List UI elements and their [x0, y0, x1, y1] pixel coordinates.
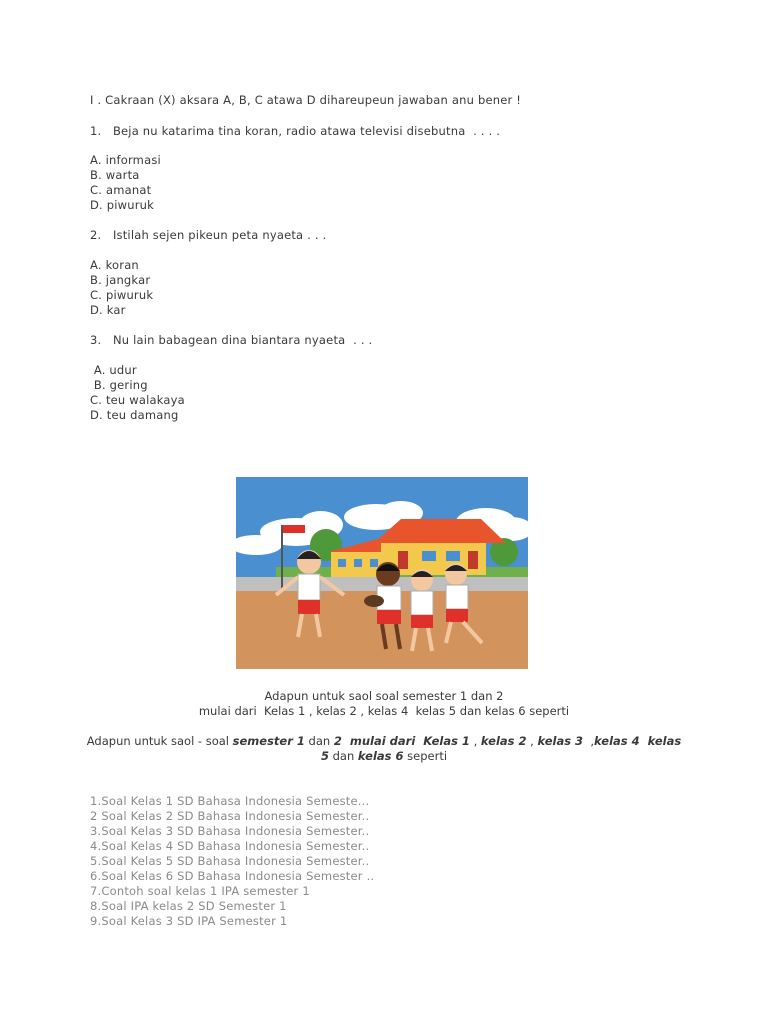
- caption2-line-2: [0, 749, 768, 764]
- caption2-bold: kelas 2: [480, 734, 527, 748]
- caption2-part: dan: [328, 749, 358, 763]
- instruction-text: I . Cakraan (X) aksara A, B, C atawa D dihareupeun jawaban anu bener !: [90, 93, 522, 107]
- caption-line-2: mulai dari Kelas 1 , kelas 2 , kelas 4 kelas 5 dan kelas 6 seperti: [198, 704, 570, 718]
- caption2-part: ,: [583, 734, 595, 748]
- caption2-bold: kelas 4 kelas: [594, 734, 682, 748]
- caption2-bold: kelas 6: [357, 749, 404, 763]
- q1-option-a: A. informasi: [90, 153, 161, 167]
- q3-option-a: A. udur: [90, 363, 137, 377]
- schoolyard-illustration: [236, 477, 528, 669]
- q1-option-d: D. piwuruk: [90, 198, 155, 212]
- q3-option-b: B. gering: [90, 378, 148, 392]
- q1-option-b: B. warta: [90, 168, 140, 182]
- caption2-part: seperti: [403, 749, 448, 763]
- q2-option-c: C. piwuruk: [90, 288, 154, 302]
- caption2-part: ,: [469, 734, 481, 748]
- link-item-3[interactable]: 3.Soal Kelas 3 SD Bahasa Indonesia Semester..: [90, 824, 370, 838]
- q3-option-c: C. teu walakaya: [90, 393, 185, 407]
- link-item-6[interactable]: 6.Soal Kelas 6 SD Bahasa Indonesia Semester ..: [90, 869, 375, 883]
- link-item-4[interactable]: 4.Soal Kelas 4 SD Bahasa Indonesia Semester..: [90, 839, 370, 853]
- question-2: 2. Istilah sejen pikeun peta nyaeta . . .: [90, 228, 327, 242]
- question-3: 3. Nu lain babagean dina biantara nyaeta . . .: [90, 333, 373, 347]
- caption2-part: Adapun untuk saol - soal: [86, 734, 233, 748]
- caption2-part: dan: [304, 734, 334, 748]
- link-item-5[interactable]: 5.Soal Kelas 5 SD Bahasa Indonesia Semester..: [90, 854, 370, 868]
- caption2-bold: 5: [320, 749, 329, 763]
- link-item-1[interactable]: 1.Soal Kelas 1 SD Bahasa Indonesia Semeste...: [90, 794, 370, 808]
- caption-line-1: Adapun untuk saol soal semester 1 dan 2: [264, 689, 504, 703]
- caption2-part: ,: [526, 734, 538, 748]
- q2-option-a: A. koran: [90, 258, 139, 272]
- link-item-8[interactable]: 8.Soal IPA kelas 2 SD Semester 1: [90, 899, 287, 913]
- link-item-9[interactable]: 9.Soal Kelas 3 SD IPA Semester 1: [90, 914, 288, 928]
- q1-option-c: C. amanat: [90, 183, 152, 197]
- link-item-7[interactable]: 7.Contoh soal kelas 1 IPA semester 1: [90, 884, 310, 898]
- caption2-line-1: [0, 734, 768, 749]
- caption2-bold: semester 1: [232, 734, 305, 748]
- link-item-2[interactable]: 2 Soal Kelas 2 SD Bahasa Indonesia Semester..: [90, 809, 370, 823]
- caption2-bold: 2 mulai dari Kelas 1: [333, 734, 470, 748]
- q2-option-b: B. jangkar: [90, 273, 151, 287]
- caption2-bold: kelas 3: [537, 734, 584, 748]
- q3-option-d: D. teu damang: [90, 408, 179, 422]
- q2-option-d: D. kar: [90, 303, 126, 317]
- question-1: 1. Beja nu katarima tina koran, radio atawa televisi disebutna . . . .: [90, 124, 501, 138]
